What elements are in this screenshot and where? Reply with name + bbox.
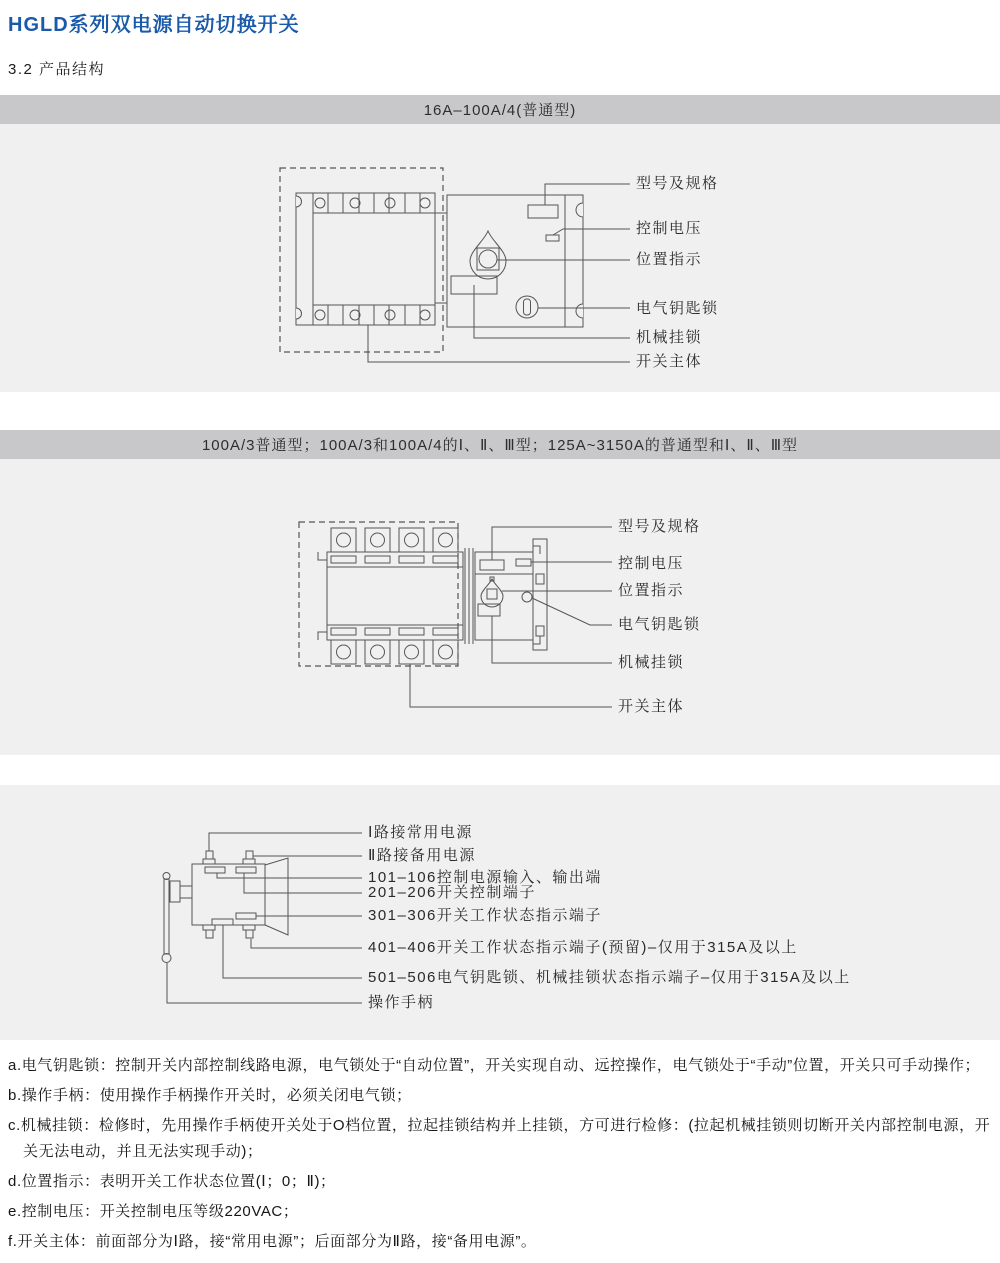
bottom-terminals: [331, 628, 458, 664]
dashed-outline: [299, 522, 458, 666]
label-101-106-terminals: 101–106控制电源输入、输出端: [368, 868, 602, 886]
leader-lines: [368, 184, 630, 362]
side-flange: [533, 539, 547, 650]
panel-100a-3150a: [0, 430, 1000, 755]
label-201-206-terminals: 201–206开关控制端子: [368, 883, 536, 901]
spacer-lines: [465, 548, 473, 644]
panel-16a-100a: [0, 95, 1000, 392]
label-model-spec: 型号及规格: [618, 517, 701, 535]
view-link-lines: [435, 213, 447, 303]
panel1-header: 16A–100A/4(普通型): [0, 95, 1000, 124]
control-voltage-plate: [546, 235, 559, 241]
key-lock-symbol: [522, 592, 532, 602]
label-electric-key-lock: 电气钥匙锁: [636, 299, 719, 317]
note-e-control-voltage: e.控制电压：开关控制电压等级220VAC；: [8, 1203, 299, 1220]
position-indicator-symbol: [481, 579, 503, 607]
label-position-indicator: 位置指示: [636, 250, 703, 268]
label-501-506-terminals: 501–506电气钥匙锁、机械挂锁状态指示端子–仅用于315A及以上: [368, 968, 851, 986]
flared-section: [265, 858, 288, 935]
mount-hook: [296, 308, 302, 319]
label-switch-body: 开关主体: [636, 352, 703, 370]
switch-body-drawing: [296, 193, 447, 325]
type-label-plate: [528, 205, 558, 218]
page-title: HGLD系列双电源自动切换开关: [8, 14, 300, 36]
panel2-header: 100A/3普通型；100A/3和100A/4的Ⅰ、Ⅱ、Ⅲ型；125A~3150A的普通型和Ⅰ、Ⅱ、Ⅲ型: [0, 430, 1000, 459]
front-panel-drawing: [447, 195, 583, 327]
label-line1-normal-supply: Ⅰ路接常用电源: [368, 823, 473, 841]
label-operating-handle: 操作手柄: [368, 993, 435, 1011]
side-view-drawing: [162, 851, 288, 963]
diagram-terminals: [0, 785, 1000, 1040]
mount-hook: [318, 552, 327, 640]
mount-notch: [576, 203, 583, 217]
label-control-voltage: 控制电压: [618, 554, 685, 572]
control-voltage-plate: [516, 559, 531, 566]
note-a-electric-key-lock: a.电气钥匙锁：控制开关内部控制线路电源，电气锁处于“自动位置”，开关实现自动、远控操作，电气锁处于“手动”位置，开关只可手动操作；: [8, 1057, 981, 1074]
label-switch-body: 开关主体: [618, 697, 685, 715]
label-401-406-terminals: 401–406开关工作状态指示端子(预留)–仅用于315A及以上: [368, 938, 798, 956]
label-line2-backup-supply: Ⅱ路接备用电源: [368, 846, 476, 864]
note-f-switch-body: f.开关主体：前面部分为Ⅰ路，接“常用电源”；后面部分为Ⅱ路，接“备用电源”。: [8, 1233, 537, 1250]
label-position-indicator: 位置指示: [618, 581, 685, 599]
note-d-position-indicator: d.位置指示：表明开关工作状态位置(Ⅰ；0；Ⅱ)；: [8, 1173, 336, 1190]
top-terminals: [331, 528, 458, 563]
notes-section: [8, 1053, 994, 1259]
diagram-100a-3150a: [0, 459, 1000, 755]
note-b-operating-handle: b.操作手柄：使用操作手柄操作开关时，必须关闭电气锁；: [8, 1087, 412, 1104]
operating-handle: [162, 873, 192, 963]
leader-lines: [410, 527, 612, 707]
section-heading: 3.2 产品结构: [8, 61, 106, 78]
position-indicator-symbol: [470, 231, 506, 279]
panel-terminals: [0, 785, 1000, 1040]
diagram-16a-100a: [0, 124, 1000, 392]
label-mechanical-padlock: 机械挂锁: [618, 653, 685, 671]
terminal-screws: [315, 198, 430, 320]
note-c-mechanical-padlock: c.机械挂锁：检修时，先用操作手柄使开关处于O档位置，拉起挂锁结构并上挂锁，方可进行检修：(拉起机械挂锁则切断开关内部控制电源，开关无法电动，并且无法实现手动)；: [8, 1117, 991, 1160]
key-lock-symbol: [516, 296, 538, 318]
label-electric-key-lock: 电气钥匙锁: [618, 615, 701, 633]
label-control-voltage: 控制电压: [636, 219, 703, 237]
control-panel-drawing: [475, 539, 547, 650]
type-label-plate: [480, 560, 504, 570]
label-model-spec: 型号及规格: [636, 174, 719, 192]
label-301-306-terminals: 301–306开关工作状态指示端子: [368, 906, 602, 924]
mount-hook: [296, 196, 302, 207]
label-mechanical-padlock: 机械挂锁: [636, 328, 703, 346]
dashed-outline: [280, 168, 443, 352]
mount-notch: [576, 304, 583, 318]
switch-body-drawing: [318, 528, 473, 664]
